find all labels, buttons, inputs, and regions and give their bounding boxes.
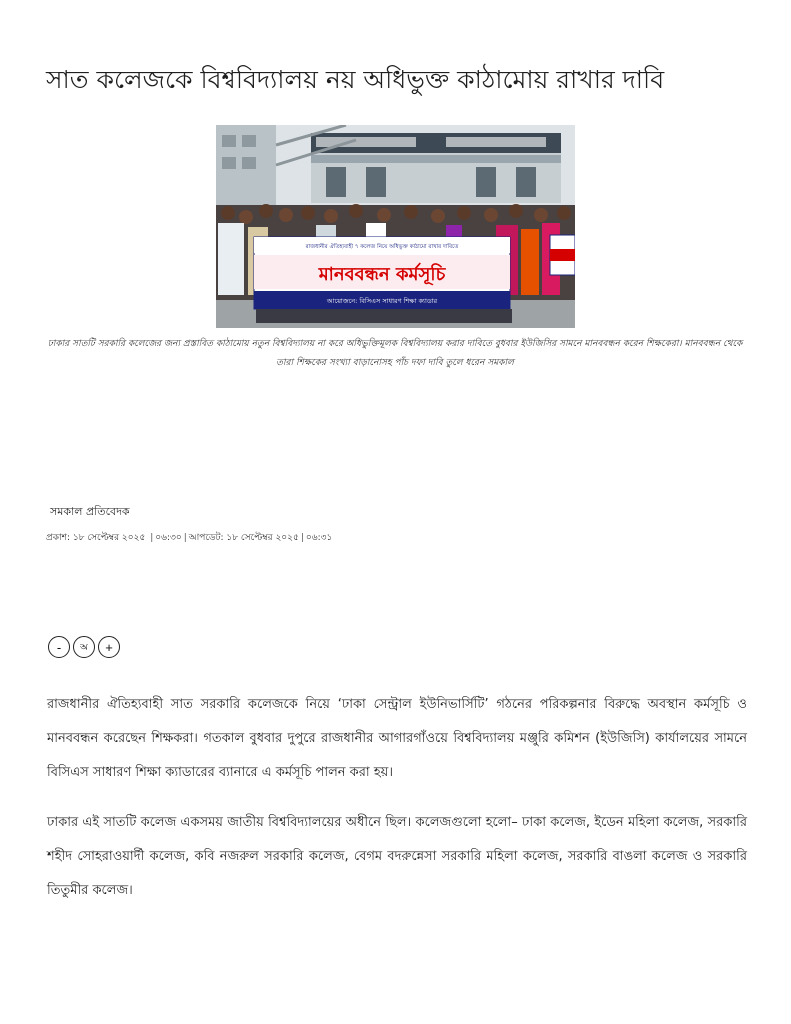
byline: সমকাল প্রতিবেদক [50,505,130,518]
published-date: প্রকাশ: ১৮ সেপ্টেম্বর ২০২৫ [46,533,146,543]
banner-title: মানববন্ধন কর্মসূচি [318,264,446,285]
font-decrease-button[interactable]: - [48,636,70,658]
updated-date: আপডেট: ১৮ সেপ্টেম্বর ২০২৫ [188,533,299,543]
banner-small-text: রাজধানীর ঐতিহ্যবাহী ৭ কলেজ নিয়ে অধিভুক্ত কাঠামো রাখার দাবিতে [305,244,459,250]
separator: | [300,533,304,543]
font-reset-button[interactable]: অ [73,636,95,658]
font-size-controls [48,636,120,658]
font-increase-button[interactable]: + [98,636,120,658]
dateline [46,530,332,545]
banner-footer: আয়োজনে: বিসিএস সাধারণ শিক্ষা ক্যাডার [326,297,438,305]
published-time: ০৬:৩০ [155,533,182,543]
article-paragraph: রাজধানীর ঐতিহ্যবাহী সাত সরকারি কলেজকে নিয়ে ‘ঢাকা সেন্ট্রাল ইউনিভার্সিটি’ গঠনের পরিকল্পনার বিরুদ্ধে অবস্থান কর্মসূচি ও মানববন্ধন করেছেন শিক্ষকরা। গতকাল বুধবার দুপুরে রাজধানীর আগারগাঁওয়ে বিশ্ববিদ্যালয় মঞ্জুরি কমিশন (ইউজিসি) কার্যালয়ের সামনে বিসিএস সাধারণ শিক্ষা ক্যাডারের ব্যানারে এ কর্মসূচি পালন করা হয়। [47,697,747,780]
photo-caption: ঢাকার সাতটি সরকারি কলেজের জন্য প্রস্তাবিত কাঠামোয় নতুন বিশ্ববিদ্যালয় না করে অধিভুক্তিমূলক বিশ্ববিদ্যালয় করার দাবিতে বুধবার ইউজিসির সামনে মানববন্ধন করেন শিক্ষকেরা। মানববন্ধন থেকে তারা শিক্ষকের সংখ্যা বাড়ানোসহ পাঁচ দফা দাবি তুলে ধরেন সমকাল [47,339,743,368]
article-paragraph: ঢাকার এই সাতটি কলেজ একসময় জাতীয় বিশ্ববিদ্যালয়ের অধীনে ছিল। কলেজগুলো হলো– ঢাকা কলেজ, ইডেন মহিলা কলেজ, সরকারি শহীদ সোহরাওয়ার্দী কলেজ, কবি নজরুল সরকারি কলেজ, বেগম বদরুন্নেসা সরকারি মহিলা কলেজ, সরকারি বাঙলা কলেজ ও সরকারি তিতুমীর কলেজ। [47,815,747,898]
separator: | [150,533,154,543]
article-photo [216,125,575,328]
updated-time: ০৬:৩১ [305,533,333,543]
separator: | [183,533,187,543]
article-headline: সাত কলেজকে বিশ্ববিদ্যালয় নয় অধিভুক্ত কাঠামোয় রাখার দাবি [46,65,665,94]
